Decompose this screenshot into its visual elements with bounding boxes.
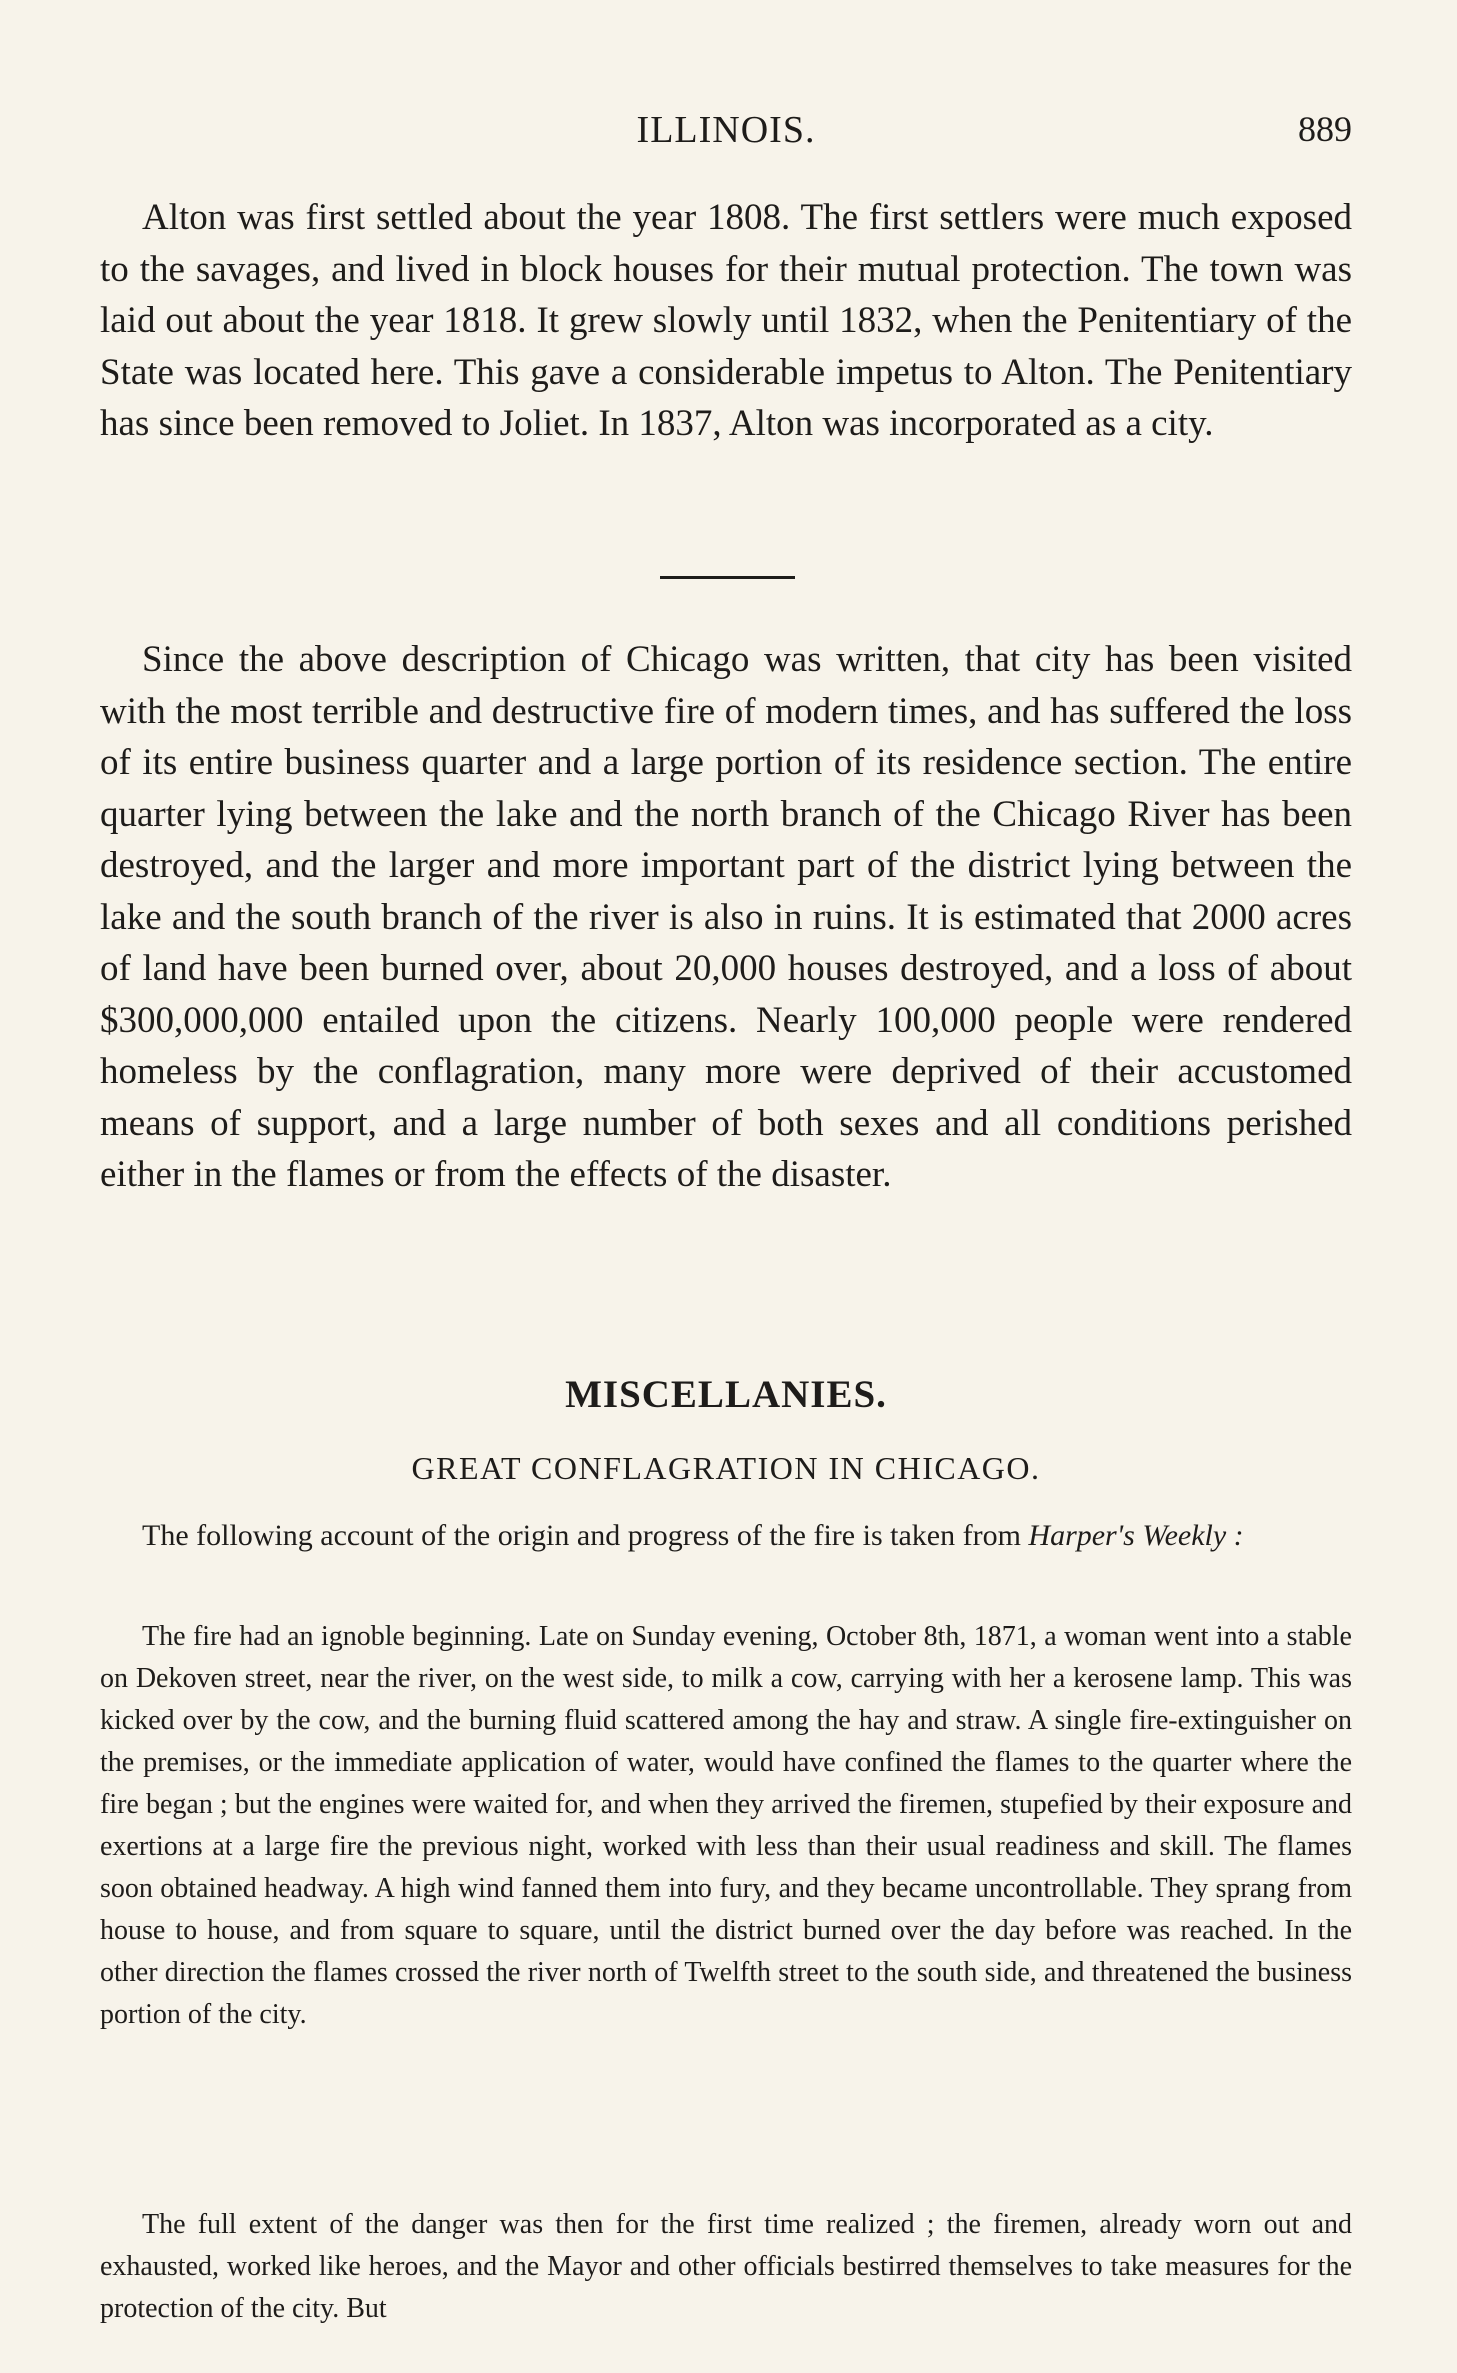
paragraph-alton: Alton was first settled about the year 1808. The first settlers were much exposed to the savages, and lived in block houses for their mutual protection. The town was laid out about the year 1818. It grew slowly until 1832, when the Penitentiary of the State was located here. This gave a considerable impetus to Alton. The Penitentiary has since been removed to Joliet. In 1837, Alton was incorporated as a city. (100, 197, 1352, 444)
quote-paragraph: The full extent of the danger was then for the first time realized ; the firemen, already worn out and exhausted, worked like heroes, and the Mayor and other officials bestirred themselves to take measures for the protection of the city. But (100, 2209, 1352, 2324)
section-heading: MISCELLANIES. (565, 1373, 887, 1416)
running-title: ILLINOIS. (636, 109, 816, 151)
intro-paragraph (100, 1516, 1352, 1556)
sub-heading: GREAT CONFLAGRATION IN CHICAGO. (411, 1450, 1041, 1486)
quote-paragraph: The fire had an ignoble beginning. Late on Sunday evening, October 8th, 1871, a woman went into a stable on Dekoven street, near the river, on the west side, to milk a cow, carrying with her a kerosene lamp. This was kicked over by the cow, and the burning fluid scattered among the hay and straw. A single fire-extinguisher on the premises, or the immediate application of water, would have confined the flames to the quarter where the fire began ; but the engines were waited for, and when they arrived the firemen, stupefied by their exposure and exertions at a large fire the previous night, worked with less than their usual readiness and skill. The flames soon obtained headway. A high wind fanned them into fury, and they became uncontrollable. They sprang from house to house, and from square to square, until the district burned over the day before was reached. In the other direction the flames crossed the river north of Twelfth street to the south side, and threatened the business portion of the city. (100, 1621, 1352, 2030)
intro-source: Harper's Weekly : (1028, 1519, 1244, 1552)
paragraph-chicago-fire: Since the above description of Chicago was written, that city has been visited with the most terrible and destructive fire of modern times, and has suffered the loss of its entire business quarter and a large portion of its residence section. The entire quarter lying between the lake and the north branch of the Chicago River has been destroyed, and the larger and more important part of the district lying between the lake and the south branch of the river is also in ruins. It is estimated that 2000 acres of land have been burned over, about 20,000 houses destroyed, and a loss of about $300,000,000 entailed upon the citizens. Nearly 100,000 people were rendered homeless by the conflagration, many more were deprived of their accustomed means of support, and a large number of both sexes and all conditions perished either in the flames or from the effects of the disaster. (100, 639, 1352, 1195)
running-head (100, 108, 1352, 158)
intro-text: The following account of the origin and progress of the fire is taken from (142, 1519, 1021, 1552)
page-number: 889 (1298, 109, 1352, 149)
section-divider (660, 576, 795, 579)
